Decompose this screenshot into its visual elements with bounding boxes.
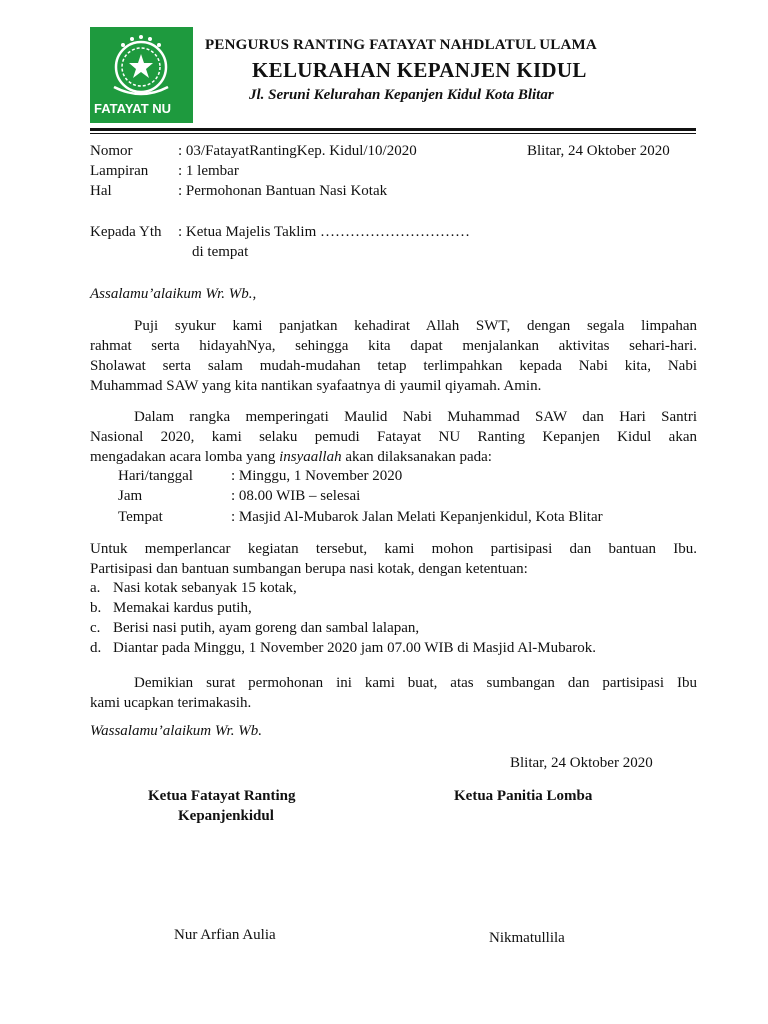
list-marker: a. — [90, 580, 101, 596]
list-marker: b. — [90, 600, 102, 616]
closing-line: kami ucapkan terimakasih. — [90, 695, 252, 711]
list-item: Berisi nasi putih, ayam goreng dan sambal lalapan, — [113, 620, 420, 636]
fatayat-nu-logo — [90, 27, 193, 123]
org-address: Jl. Seruni Kelurahan Kepanjen Kidul Kota Blitar — [249, 87, 554, 103]
paragraph-2-line-3 — [90, 447, 697, 467]
list-item: Nasi kotak sebanyak 15 kotak, — [113, 580, 297, 596]
paragraph-3-line: Untuk memperlancar kegiatan tersebut, kami mohon partisipasi dan bantuan Ibu. — [90, 541, 697, 557]
paragraph-1-line: Puji syukur kami panjatkan kehadirat Allah SWT, dengan segala limpahan — [134, 318, 697, 334]
paragraph-3 — [90, 539, 697, 579]
list-marker: d. — [90, 640, 102, 656]
paragraph-1-line: Sholawat serta salam mudah-mudahan tetap terlimpahkan kepada Nabi kita, Nabi — [90, 358, 697, 374]
letter-date: Blitar, 24 Oktober 2020 — [527, 143, 670, 159]
lampiran-value: : 1 lembar — [178, 163, 239, 179]
list-marker: c. — [90, 620, 101, 636]
paragraph-2-line: Dalam rangka memperingati Maulid Nabi Muhammad SAW dan Hari Santri — [134, 409, 697, 425]
hal-value: : Permohonan Bantuan Nasi Kotak — [178, 183, 388, 199]
signature-date: Blitar, 24 Oktober 2020 — [510, 755, 653, 771]
recipient-label: Kepada Yth — [90, 224, 162, 240]
org-line-1: PENGURUS RANTING FATAYAT NAHDLATUL ULAMA — [205, 37, 597, 53]
event-value: : Masjid Al-Mubarok Jalan Melati Kepanjenkidul, Kota Blitar — [231, 509, 603, 525]
farewell: Wassalamu’alaikum Wr. Wb. — [90, 723, 262, 739]
header-rule-thick — [90, 128, 696, 131]
right-signer-title: Ketua Panitia Lomba — [454, 788, 593, 804]
paragraph-2-text: mengadakan acara lomba yang — [90, 449, 280, 465]
paragraph-3-line: Partisipasi dan bantuan sumbangan berupa nasi kotak, dengan ketentuan: — [90, 561, 528, 577]
paragraph-1 — [90, 316, 697, 396]
paragraph-1-line: rahmat serta hidayahNya, sehingga kita dapat menjalankan aktivitas sehari-hari. — [90, 338, 697, 354]
logo-text: FATAYAT NU — [94, 101, 172, 116]
left-signer-title-2: Kepanjenkidul — [178, 808, 274, 824]
greeting: Assalamu’alaikum Wr. Wb., — [90, 286, 257, 302]
event-label: Hari/tanggal — [118, 468, 193, 484]
list-item: Diantar pada Minggu, 1 November 2020 jam 07.00 WIB di Masjid Al-Mubarok. — [113, 640, 596, 656]
org-line-2: KELURAHAN KEPANJEN KIDUL — [252, 58, 587, 82]
event-label: Jam — [118, 488, 143, 504]
event-value: : Minggu, 1 November 2020 — [231, 468, 403, 484]
header-rule-thin — [90, 133, 696, 134]
paragraph-2 — [90, 407, 697, 467]
lampiran-label: Lampiran — [90, 163, 149, 179]
recipient-value: : Ketua Majelis Taklim ………………………… — [178, 224, 470, 240]
paragraph-1-line: Muhammad SAW yang kita nantikan syafaatnya di yaumil qiyamah. Amin. — [90, 378, 542, 394]
right-signer-name: Nikmatullila — [489, 930, 565, 946]
nomor-value: : 03/FatayatRantingKep. Kidul/10/2020 — [178, 143, 417, 159]
paragraph-2-italic-word: insyaallah — [279, 449, 342, 465]
left-signer-title: Ketua Fatayat Ranting — [148, 788, 296, 804]
closing-line: Demikian surat permohonan ini kami buat, atas sumbangan dan partisipasi Ibu — [134, 675, 697, 691]
event-label: Tempat — [118, 509, 163, 525]
closing-paragraph — [90, 673, 697, 713]
left-signer-name: Nur Arfian Aulia — [174, 927, 276, 943]
paragraph-2-text: akan dilaksanakan pada: — [341, 449, 492, 465]
hal-label: Hal — [90, 183, 112, 199]
paragraph-2-line: Nasional 2020, kami selaku pemudi Fatayat NU Ranting Kepanjen Kidul akan — [90, 429, 697, 445]
list-item: Memakai kardus putih, — [113, 600, 252, 616]
recipient-place: di tempat — [192, 244, 249, 260]
nomor-label: Nomor — [90, 143, 133, 159]
event-value: : 08.00 WIB – selesai — [231, 488, 361, 504]
